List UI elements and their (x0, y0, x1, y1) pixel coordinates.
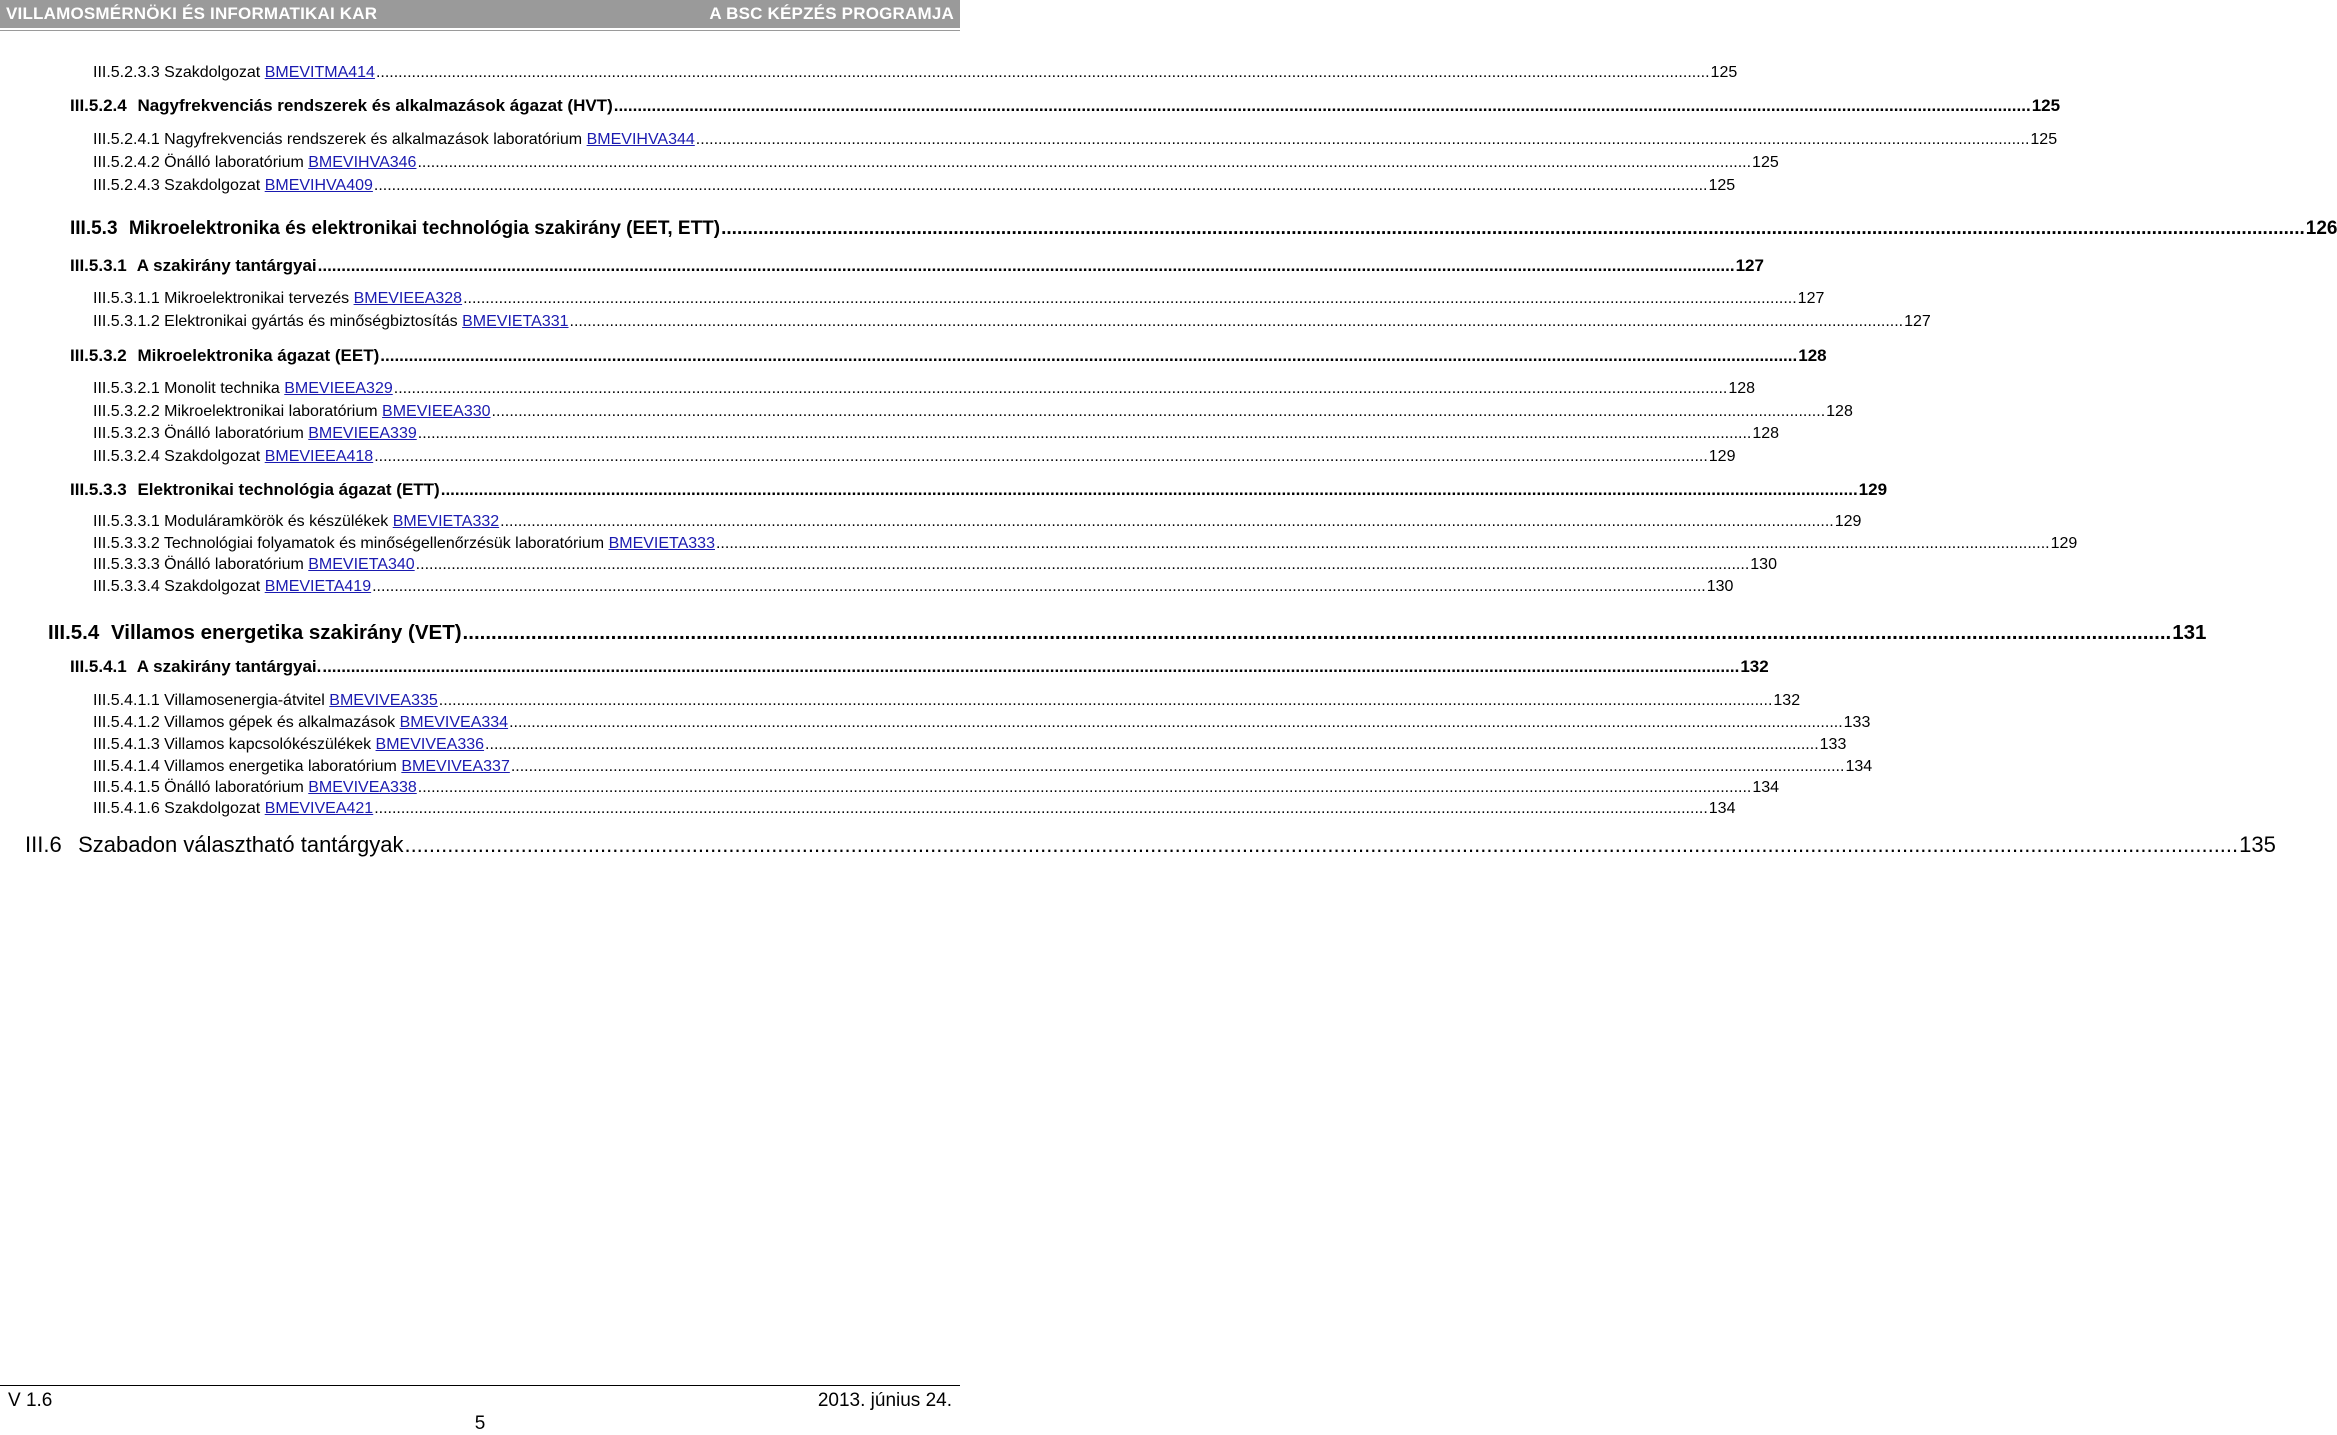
toc-entry-title: Önálló laboratórium (164, 779, 304, 796)
toc-entry[interactable] (93, 692, 1801, 710)
toc-entry-number: III.5.3.3.2 (93, 535, 160, 552)
toc-entry-label (93, 578, 371, 596)
toc-entry[interactable] (93, 535, 2078, 553)
header-divider (0, 30, 960, 31)
toc-entry[interactable] (93, 800, 1736, 818)
toc-entry-page: 133 (1843, 714, 1871, 731)
toc-entry-label (70, 480, 440, 500)
toc-entry-title: Szakdolgozat (164, 578, 261, 595)
dot-leader: ............................................................................................................................................................................................................................................................................................................ (440, 480, 1858, 499)
toc-entry[interactable] (93, 736, 1847, 754)
toc-entry-label (70, 346, 379, 366)
toc-entry-title: Elektronikai technológia ágazat (ETT) (137, 480, 440, 499)
dot-leader: ............................................................................................................................................................................................................................................................................................................ (415, 556, 1750, 573)
dot-leader: ............................................................................................................................................................................................................................................................................................................ (721, 218, 2305, 239)
toc-entry[interactable] (70, 657, 1769, 677)
dot-leader: ............................................................................................................................................................................................................................................................................................................ (438, 692, 1773, 709)
toc-entry-title: A szakirány tantárgyai. (136, 657, 322, 676)
toc-entry[interactable] (93, 64, 1738, 82)
toc-entry-number: III.5.4.1.3 (93, 736, 160, 753)
toc-entry[interactable] (70, 346, 1827, 366)
toc-entry-page: 125 (1708, 177, 1736, 194)
dot-leader: ............................................................................................................................................................................................................................................................................................................ (375, 64, 1710, 81)
toc-entry-label (93, 692, 438, 710)
toc-entry-page: 129 (1834, 513, 1862, 530)
dot-leader: ............................................................................................................................................................................................................................................................................................................ (417, 779, 1752, 796)
footer-divider (0, 1385, 960, 1386)
toc-entry-title: Villamos gépek és alkalmazások (164, 714, 396, 731)
toc-entry-title: Mikroelektronika ágazat (EET) (137, 346, 380, 365)
course-code-link[interactable]: BMEVIETA331 (462, 313, 569, 330)
toc-entry-number: III.5.3.2.4 (93, 448, 160, 465)
toc-entry-number: III.5.4.1.1 (93, 692, 160, 709)
toc-entry-page: 134 (1708, 800, 1736, 817)
toc-entry-page: 125 (2031, 96, 2061, 115)
toc-entry-number: III.5.3.2.3 (93, 425, 160, 442)
toc-entry-number: III.5.4.1.6 (93, 800, 160, 817)
toc-entry-page: 130 (1750, 556, 1777, 573)
course-code-link[interactable]: BMEVIEEA418 (264, 448, 374, 465)
toc-entry-number: III.5.2.4.3 (93, 177, 160, 194)
toc-entry-label (70, 218, 720, 240)
toc-entry-page: 125 (2030, 131, 2058, 148)
toc-entry[interactable] (93, 714, 1871, 732)
toc-entry[interactable] (93, 448, 1736, 466)
dot-leader: ............................................................................................................................................................................................................................................................................................................ (373, 177, 1708, 194)
dot-leader: ............................................................................................................................................................................................................................................................................................................ (715, 535, 2050, 552)
toc-entry-page: 130 (1706, 578, 1734, 595)
course-code-link[interactable]: BMEVIHVA346 (308, 154, 417, 171)
dot-leader: ............................................................................................................................................................................................................................................................................................................ (372, 578, 1706, 595)
toc-entry-number: III.5.3.3.4 (93, 578, 160, 595)
dot-leader: ............................................................................................................................................................................................................................................................................................................ (374, 800, 1708, 817)
dot-leader: ............................................................................................................................................................................................................................................................................................................ (417, 425, 1752, 442)
toc-entry-title: Moduláramkörök és készülékek (164, 513, 389, 530)
toc-entry[interactable] (70, 480, 1888, 500)
toc-entry-page: 132 (1773, 692, 1801, 709)
toc-entry-page: 134 (1752, 779, 1780, 796)
course-code-link[interactable]: BMEVIHVA344 (586, 131, 695, 148)
toc-entry-label (93, 800, 373, 818)
dot-leader: ............................................................................................................................................................................................................................................................................................................ (380, 346, 1798, 365)
toc-entry-number: III.5.4.1.4 (93, 758, 160, 775)
toc-entry-number: III.5.2.4.1 (93, 131, 160, 148)
toc-entry-page: 125 (1710, 64, 1738, 81)
toc-entry-title: Szakdolgozat (164, 448, 261, 465)
toc-entry-number: III.5.3 (70, 218, 118, 239)
toc-entry-title: A szakirány tantárgyai (136, 256, 317, 275)
toc-entry-title: Szabadon választható tantárgyak (78, 832, 404, 857)
toc-entry-number: III.5.3.3.1 (93, 513, 160, 530)
toc-entry-title: Villamos kapcsolókészülékek (164, 736, 372, 753)
dot-leader: ............................................................................................................................................................................................................................................................................................................ (462, 621, 2172, 644)
toc-entry-page: 128 (1728, 380, 1756, 397)
toc-entry-page: 127 (1797, 290, 1825, 307)
dot-leader: ............................................................................................................................................................................................................................................................................................................ (417, 154, 1752, 171)
toc-entry-number: III.5.3.3 (70, 480, 127, 499)
toc-entry-number: III.5.3.3.3 (93, 556, 160, 573)
toc-entry[interactable] (70, 218, 2337, 240)
toc-entry-number: III.5.3.1 (70, 256, 127, 275)
course-code-link[interactable]: BMEVIEEA330 (382, 403, 491, 420)
toc-entry-page: 129 (1708, 448, 1736, 465)
toc-entry-page: 129 (1858, 480, 1888, 499)
toc-entry-label (93, 779, 417, 797)
toc-entry-number: III.6 (25, 832, 62, 857)
toc-entry-number: III.5.3.2 (70, 346, 127, 365)
toc-entry-page: 129 (2050, 535, 2078, 552)
dot-leader: ............................................................................................................................................................................................................................................................................................................ (510, 758, 1845, 775)
toc-entry-title: Villamosenergia-átvitel (164, 692, 325, 709)
toc-entry-label (48, 621, 462, 645)
page-header (0, 0, 960, 28)
course-code-link[interactable]: BMEVIEEA339 (308, 425, 417, 442)
toc-entry-number: III.5.4.1.2 (93, 714, 160, 731)
toc-entry[interactable] (93, 556, 1777, 574)
toc-entry-label (93, 535, 715, 553)
toc-entry-page: 134 (1845, 758, 1873, 775)
toc-entry-label (93, 556, 415, 574)
toc-entry[interactable] (93, 290, 1825, 308)
header-program: A BSC KÉPZÉS PROGRAMJA (709, 4, 954, 23)
toc-entry-title: Mikroelektronikai laboratórium (164, 403, 378, 420)
toc-entry-label (93, 736, 484, 754)
toc-entry-title: Elektronikai gyártás és minőségbiztosítás (164, 313, 458, 330)
toc-entry-number: III.5.2.3.3 (93, 64, 160, 81)
toc-entry[interactable] (70, 256, 1764, 276)
toc-entry[interactable] (93, 131, 2058, 149)
toc-entry-title: Technológiai folyamatok és minőségellenőrzésük laboratórium (163, 535, 605, 552)
dot-leader: ............................................................................................................................................................................................................................................................................................................ (613, 96, 2031, 115)
toc-entry-title: Önálló laboratórium (164, 425, 304, 442)
toc-entry-label (93, 290, 462, 308)
toc-entry-label (93, 448, 373, 466)
dot-leader: ............................................................................................................................................................................................................................................................................................................ (491, 403, 1826, 420)
toc-entry-title: Mikroelektronika és elektronikai technológia szakirány (EET, ETT) (128, 218, 721, 239)
toc-entry-title: Nagyfrekvenciás rendszerek és alkalmazások ágazat (HVT) (137, 96, 613, 115)
toc-entry[interactable] (93, 578, 1734, 596)
course-code-link[interactable]: BMEVIETA332 (392, 513, 500, 530)
toc-entry-title: Nagyfrekvenciás rendszerek és alkalmazások laboratórium (164, 131, 583, 148)
toc-entry-number: III.5.2.4.2 (93, 154, 160, 171)
toc-entry-label (70, 256, 317, 276)
toc-entry-title: Önálló laboratórium (164, 154, 304, 171)
header-faculty: VILLAMOSMÉRNÖKI ÉS INFORMATIKAI KAR (6, 4, 378, 23)
dot-leader: ............................................................................................................................................................................................................................................................................................................ (500, 513, 1834, 530)
toc-entry-page: 132 (1740, 657, 1769, 676)
toc-entry-label (70, 657, 321, 677)
footer-version: V 1.6 (8, 1390, 53, 1411)
toc-entry-page: 131 (2172, 621, 2207, 644)
dot-leader: ............................................................................................................................................................................................................................................................................................................ (317, 256, 1735, 275)
toc-entry-label (93, 513, 499, 531)
toc-entry-label (93, 380, 393, 398)
toc-entry-page: 128 (1798, 346, 1827, 365)
toc-entry[interactable] (93, 154, 1779, 172)
toc-entry-page: 127 (1735, 256, 1764, 275)
toc-entry-title: Villamos energetika szakirány (VET) (110, 621, 462, 644)
course-code-link[interactable]: BMEVIETA333 (608, 535, 715, 552)
toc-entry-page: 127 (1904, 313, 1931, 330)
toc-entry[interactable] (93, 425, 1780, 443)
toc-entry-title: Szakdolgozat (164, 800, 261, 817)
course-code-link[interactable]: BMEVIVEA334 (399, 714, 509, 731)
toc-entry-number: III.5.4.1 (70, 657, 127, 676)
dot-leader: ............................................................................................................................................................................................................................................................................................................ (374, 448, 1708, 465)
dot-leader: ............................................................................................................................................................................................................................................................................................................ (322, 657, 1740, 676)
toc-entry-number: III.5.3.2.1 (93, 380, 160, 397)
course-code-link[interactable]: BMEVIETA419 (264, 578, 372, 595)
toc-entry-label (93, 425, 417, 443)
toc-entry-number: III.5.4 (48, 621, 100, 644)
toc-entry-label (93, 313, 569, 331)
course-code-link[interactable]: BMEVIHVA409 (264, 177, 373, 194)
dot-leader: ............................................................................................................................................................................................................................................................................................................ (485, 736, 1819, 753)
toc-entry-label (93, 177, 373, 195)
toc-entry-label (25, 832, 403, 858)
dot-leader: ............................................................................................................................................................................................................................................................................................................ (569, 313, 1904, 330)
toc-entry-number: III.5.3.1.2 (93, 313, 160, 330)
dot-leader: ............................................................................................................................................................................................................................................................................................................ (509, 714, 1843, 731)
dot-leader: ............................................................................................................................................................................................................................................................................................................ (695, 131, 2030, 148)
toc-entry-title: Monolit technika (164, 380, 280, 397)
toc-entry-number: III.5.3.2.2 (93, 403, 160, 420)
toc-entry[interactable] (93, 513, 1862, 531)
toc-entry-title: Villamos energetika laboratórium (164, 758, 397, 775)
course-code-link[interactable]: BMEVITMA414 (264, 64, 375, 81)
toc-entry-label (93, 403, 491, 421)
toc-entry-label (70, 96, 613, 116)
toc-entry-page: 128 (1826, 403, 1853, 420)
toc-entry-label (93, 714, 508, 732)
toc-entry[interactable] (93, 177, 1736, 195)
toc-entry-label (93, 758, 510, 776)
toc-entry-page: 126 (2305, 218, 2337, 239)
dot-leader: ............................................................................................................................................................................................................................................................................................................ (404, 832, 2239, 857)
toc-entry[interactable] (93, 758, 1873, 776)
toc-entry[interactable] (48, 621, 2207, 645)
toc-entry-page: 135 (2239, 832, 2276, 857)
course-code-link[interactable]: BMEVIEEA329 (284, 380, 393, 397)
toc-entry-page: 125 (1752, 154, 1779, 171)
toc-entry[interactable] (70, 96, 2061, 116)
toc-entry[interactable] (93, 380, 1756, 398)
toc-entry-label (93, 64, 375, 82)
toc-entry-label (93, 131, 695, 149)
toc-entry-page: 133 (1819, 736, 1847, 753)
toc-entry-page: 128 (1752, 425, 1780, 442)
toc-entry-title: Szakdolgozat (164, 64, 261, 81)
toc-entry-title: Mikroelektronikai tervezés (164, 290, 350, 307)
dot-leader: ............................................................................................................................................................................................................................................................................................................ (393, 380, 1728, 397)
course-code-link[interactable]: BMEVIVEA335 (329, 692, 438, 709)
course-code-link[interactable]: BMEVIEEA328 (353, 290, 463, 307)
toc-entry[interactable] (25, 832, 2276, 858)
toc-entry-number: III.5.4.1.5 (93, 779, 160, 796)
course-code-link[interactable]: BMEVIVEA336 (375, 736, 485, 753)
toc-entry-title: Szakdolgozat (164, 177, 261, 194)
toc-entry[interactable] (93, 779, 1780, 797)
course-code-link[interactable]: BMEVIETA340 (308, 556, 415, 573)
toc-entry-title: Önálló laboratórium (164, 556, 304, 573)
toc-entry-number: III.5.3.1.1 (93, 290, 160, 307)
toc-entry-number: III.5.2.4 (70, 96, 127, 115)
footer-date: 2013. június 24. (817, 1390, 952, 1411)
course-code-link[interactable]: BMEVIVEA421 (264, 800, 374, 817)
toc-entry[interactable] (93, 403, 1853, 421)
toc-entry[interactable] (93, 313, 1931, 331)
footer-page-number: 5 (474, 1413, 486, 1434)
course-code-link[interactable]: BMEVIVEA337 (401, 758, 510, 775)
toc-entry-label (93, 154, 416, 172)
course-code-link[interactable]: BMEVIVEA338 (308, 779, 417, 796)
dot-leader: ............................................................................................................................................................................................................................................................................................................ (463, 290, 1797, 307)
